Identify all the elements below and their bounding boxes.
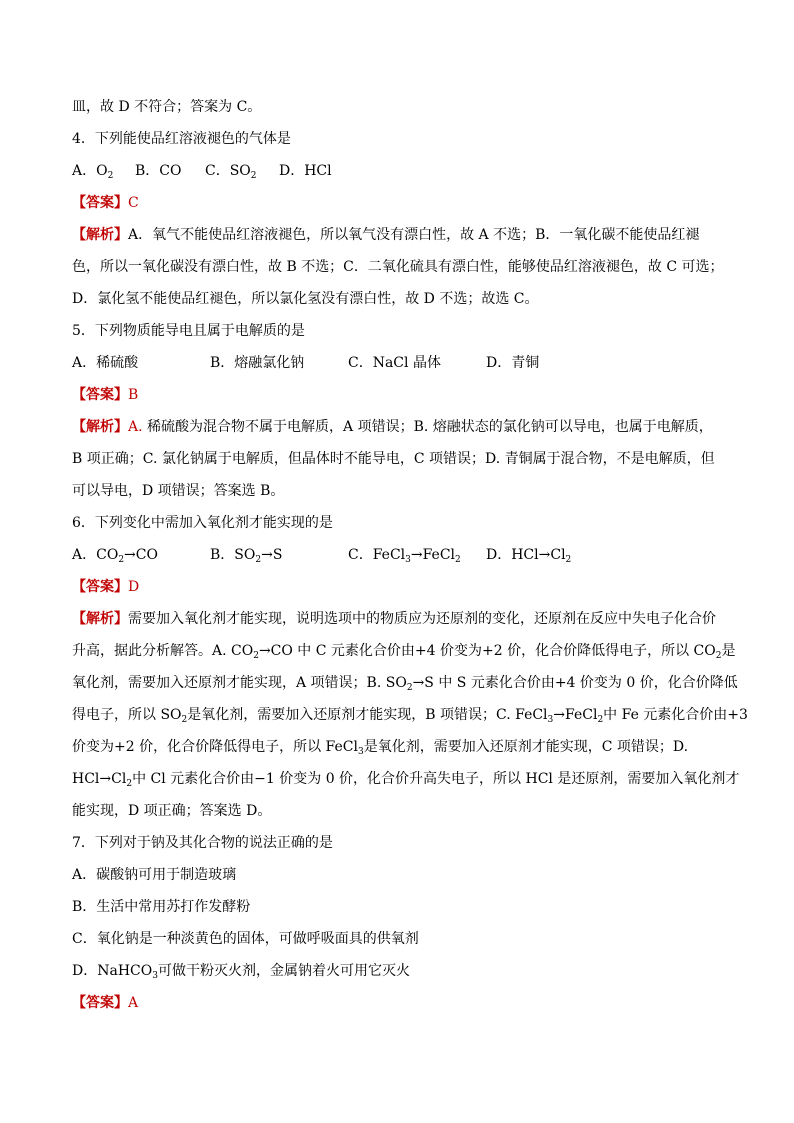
q6-analysis-line-7: 能实现，D 项正确；答案选 D。 [72,803,272,819]
q4-option-a: A．$O_2$ [72,163,114,181]
question-6-stem: 6．下列变化中需加入氧化剂才能实现的是 [72,515,333,531]
q7-option-d: D．NaHCO$_3$可做干粉灭火剂，金属钠着火可用它灭火 [72,963,410,981]
answer-tag: 【答案】 [72,387,128,403]
q6-answer [72,578,732,596]
analysis-tag: 【解析】 [72,227,128,243]
answer-value: D [128,579,140,595]
prev-analysis-tail: 皿，故 D 不符合；答案为 C。 [72,99,262,115]
q6-option-d: D．$HCl\to Cl_2$ [486,547,572,565]
q6-analysis-line-1: 【解析】需要加入氧化剂才能实现，说明选项中的物质应为还原剂的变化，还原剂在反应中失电子化合价 [72,611,716,627]
q6-option-c: C．FeCl$_3$→FeCl$_2$ [348,547,461,565]
q6-option-b: B．$SO_2\to S$ [210,547,283,565]
q6-analysis-line-6: $HCl\to Cl_2$中 Cl 元素化合价由−1 价变为 0 价，化合价升高失电子，所以 HCl 是还原剂，需要加入氧化剂才 [72,771,740,789]
q4-analysis-line-1: 【解析】A．氧气不能使品红溶液褪色，所以氧气没有漂白性，故 A 不选；B．一氧化碳不能使品红褪 [72,227,700,243]
q7-answer [72,994,732,1012]
q5-analysis-line-1: 【解析】A. 稀硫酸为混合物不属于电解质，A 项错误；B. 熔融状态的氯化钠可以导电，也属于电解质， [72,419,713,435]
q4-option-d: D．HCl [279,163,332,179]
q5-answer [72,386,732,404]
q4-answer [72,194,732,212]
q4-option-c: C．$SO_2$ [205,163,257,181]
answer-value: C [128,195,139,211]
question-4-options [72,162,732,180]
q5-analysis-line-3: 可以导电，D 项错误；答案选 B。 [72,483,285,499]
question-5-stem: 5．下列物质能导电且属于电解质的是 [72,323,305,339]
q4-analysis-line-2: 色，所以一氧化碳没有漂白性，故 B 不选；C．二氧化硫具有漂白性，能够使品红溶液褪色，故 C 可选； [72,259,724,275]
question-4-stem: 4．下列能使品红溶液褪色的气体是 [72,131,291,147]
analysis-tag: 【解析】 [72,419,128,435]
answer-tag: 【答案】 [72,995,128,1011]
q5-option-d: D．青铜 [486,355,540,371]
question-6-options [72,546,732,564]
question-5-options [72,354,732,372]
q6-analysis-line-3: 氧化剂，需要加入还原剂才能实现，A 项错误；B. $SO_2\to S$ 中 S 元素化合价由+4 价变为 0 价，化合价降低 [72,675,738,693]
q6-option-a: A．$CO_2\to CO$ [72,547,158,565]
answer-tag: 【答案】 [72,195,128,211]
q5-option-a: A．稀硫酸 [72,355,139,371]
answer-tag: 【答案】 [72,579,128,595]
analysis-tag: 【解析】 [72,611,128,627]
answer-value: A [128,995,139,1011]
q5-analysis-line-2: B 项正确；C. 氯化钠属于电解质，但晶体时不能导电，C 项错误；D. 青铜属于混合物，不是电解质，但 [72,451,715,467]
q4-analysis-line-3: D．氯化氢不能使品红褪色，所以氯化氢没有漂白性，故 D 不选；故选 C。 [72,291,539,307]
q6-analysis-line-2: 升高，据此分析解答。A. $CO_2\to CO$ 中 C 元素化合价由+4 价变为+2 价，化合价降低得电子，所以 $CO_2$是 [72,643,736,661]
answer-value: B [128,387,139,403]
q5-option-b: B．熔融氯化钠 [210,355,305,371]
question-7-stem: 7．下列对于钠及其化合物的说法正确的是 [72,835,333,851]
q6-analysis-line-5: 价变为+2 价，化合价降低得电子，所以 FeCl$_3$是氧化剂，需要加入还原剂才能实现，C 项错误；D. [72,739,689,757]
q7-option-b: B．生活中常用苏打作发酵粉 [72,899,251,915]
q5-option-c: C．NaCl 晶体 [348,355,441,371]
q4-option-b: B．CO [135,163,182,179]
q7-option-a: A．碳酸钠可用于制造玻璃 [72,867,237,883]
q7-option-c: C．氧化钠是一种淡黄色的固体，可做呼吸面具的供氧剂 [72,931,419,947]
q6-analysis-line-4: 得电子，所以 $SO_2$是氧化剂，需要加入还原剂才能实现，B 项错误；C. FeCl$_3$→FeCl$_2$中 Fe 元素化合价由+3 [72,707,748,725]
